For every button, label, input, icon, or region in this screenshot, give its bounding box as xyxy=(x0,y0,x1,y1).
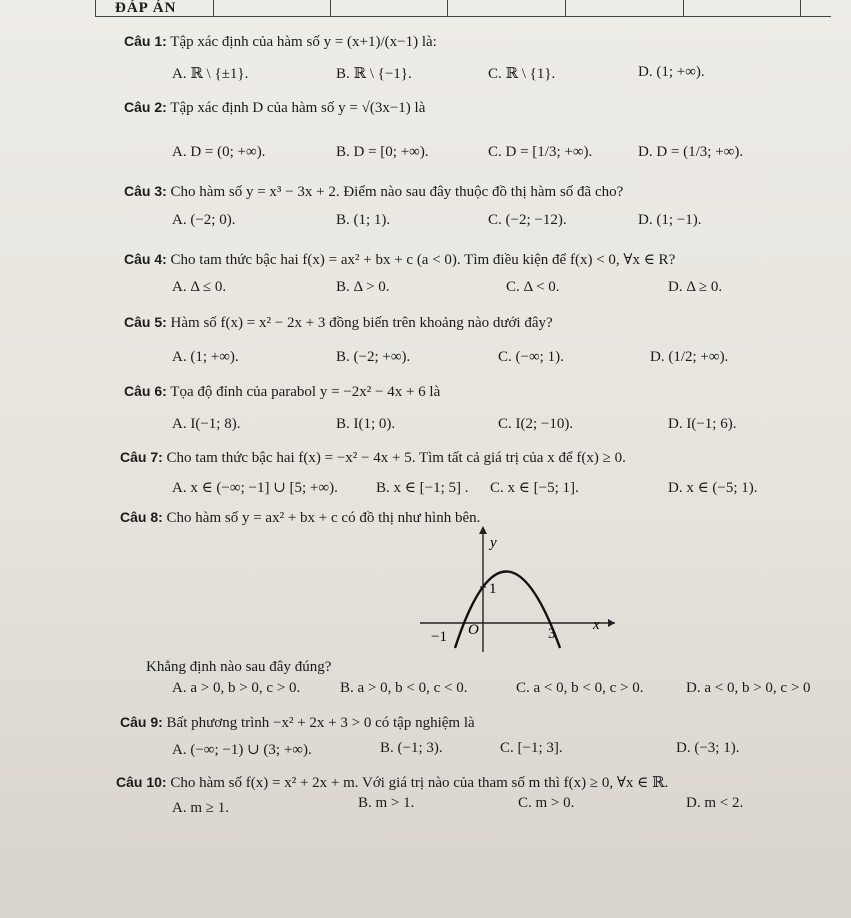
q4-option-c[interactable]: C. Δ < 0. xyxy=(506,279,560,295)
q1-option-d[interactable]: D. (1; +∞). xyxy=(638,64,705,80)
q8-option-a[interactable]: A. a > 0, b > 0, c > 0. xyxy=(172,680,301,696)
q4-option-a[interactable]: A. Δ ≤ 0. xyxy=(172,279,227,295)
header-divider xyxy=(330,0,331,17)
q2-option-b[interactable]: B. D = [0; +∞). xyxy=(336,144,429,160)
q3-option-c[interactable]: C. (−2; −12). xyxy=(488,212,567,228)
y-axis-arrow-icon xyxy=(479,526,487,534)
q8-option-d[interactable]: D. a < 0, b > 0, c > 0 xyxy=(686,680,811,696)
q9-option-a[interactable]: A. (−∞; −1) ∪ (3; +∞). xyxy=(172,742,312,758)
question-3: Câu 3: Cho hàm số y = x³ − 3x + 2. Điểm nào sau đây thuộc đồ thị hàm số đã cho? xyxy=(124,183,624,200)
q9-option-d[interactable]: D. (−3; 1). xyxy=(676,740,740,756)
q7-option-c[interactable]: C. x ∈ [−5; 1]. xyxy=(490,480,579,496)
parabol-graph xyxy=(410,520,625,655)
header-rule xyxy=(95,16,831,17)
question-1: Câu 1: Tập xác định của hàm số y = (x+1)/(x−1) là: xyxy=(124,33,437,50)
q2-option-d[interactable]: D. D = (1/3; +∞). xyxy=(638,144,744,160)
q10-option-d[interactable]: D. m < 2. xyxy=(686,795,744,811)
header-divider xyxy=(213,0,214,17)
q3-option-b[interactable]: B. (1; 1). xyxy=(336,212,391,228)
x-tick-label-3: 3 xyxy=(548,626,556,642)
x-tick-label-minus1: −1 xyxy=(431,629,447,645)
q2-option-c[interactable]: C. D = [1/3; +∞). xyxy=(488,144,593,160)
q7-option-b[interactable]: B. x ∈ [−1; 5] . xyxy=(376,480,469,496)
x-axis-label: x xyxy=(593,617,600,633)
q9-option-c[interactable]: C. [−1; 3]. xyxy=(500,740,563,756)
q3-option-d[interactable]: D. (1; −1). xyxy=(638,212,702,228)
q4-option-b[interactable]: B. Δ > 0. xyxy=(336,279,390,295)
header-divider xyxy=(447,0,448,17)
q8-option-c[interactable]: C. a < 0, b < 0, c > 0. xyxy=(516,680,644,696)
question-2: Câu 2: Tập xác định D của hàm số y = √(3x−1) là xyxy=(124,99,426,116)
q6-option-c[interactable]: C. I(2; −10). xyxy=(498,416,574,432)
q5-option-d[interactable]: D. (1/2; +∞). xyxy=(650,349,729,365)
question-6: Câu 6: Tọa độ đỉnh của parabol y = −2x² − 4x + 6 là xyxy=(124,383,441,400)
question-5: Câu 5: Hàm số f(x) = x² − 2x + 3 đồng biến trên khoảng nào dưới đây? xyxy=(124,314,553,331)
header-divider xyxy=(565,0,566,17)
q5-option-b[interactable]: B. (−2; +∞). xyxy=(336,349,411,365)
q5-option-c[interactable]: C. (−∞; 1). xyxy=(498,349,564,365)
q5-option-a[interactable]: A. (1; +∞). xyxy=(172,349,239,365)
q1-option-a[interactable]: A. ℝ \ {±1}. xyxy=(172,66,249,82)
origin-label: O xyxy=(468,622,479,638)
header-divider xyxy=(683,0,684,17)
q1-option-c[interactable]: C. ℝ \ {1}. xyxy=(488,66,556,82)
q7-option-d[interactable]: D. x ∈ (−5; 1). xyxy=(668,480,758,496)
x-axis-arrow-icon xyxy=(608,619,615,627)
q6-option-a[interactable]: A. I(−1; 8). xyxy=(172,416,241,432)
q4-option-d[interactable]: D. Δ ≥ 0. xyxy=(668,279,723,295)
question-7: Câu 7: Cho tam thức bậc hai f(x) = −x² − 4x + 5. Tìm tất cả giá trị của x để f(x) ≥ 0. xyxy=(120,449,626,466)
q7-option-a[interactable]: A. x ∈ (−∞; −1] ∪ [5; +∞). xyxy=(172,480,338,496)
question-9: Câu 9: Bất phương trình −x² + 2x + 3 > 0 có tập nghiệm là xyxy=(120,714,475,731)
y-axis-label: y xyxy=(490,535,497,551)
header-divider xyxy=(95,0,96,17)
page-title: ĐÁP ÁN xyxy=(115,0,177,16)
q3-option-a[interactable]: A. (−2; 0). xyxy=(172,212,236,228)
question-4: Câu 4: Cho tam thức bậc hai f(x) = ax² + bx + c (a < 0). Tìm điều kiện để f(x) < 0, ∀x ∈ R? xyxy=(124,251,676,268)
y-tick-label-1: 1 xyxy=(489,581,497,597)
q6-option-b[interactable]: B. I(1; 0). xyxy=(336,416,396,432)
header-divider xyxy=(800,0,801,17)
q1-option-b[interactable]: B. ℝ \ {−1}. xyxy=(336,66,412,82)
question-10: Câu 10: Cho hàm số f(x) = x² + 2x + m. Với giá trị nào của tham số m thì f(x) ≥ 0, ∀x ∈ ℝ. xyxy=(116,774,669,791)
question-8-prompt: Khẳng định nào sau đây đúng? xyxy=(146,659,332,675)
q2-option-a[interactable]: A. D = (0; +∞). xyxy=(172,144,266,160)
q8-option-b[interactable]: B. a > 0, b < 0, c < 0. xyxy=(340,680,468,696)
question-8: Câu 8: Cho hàm số y = ax² + bx + c có đồ thị như hình bên. xyxy=(120,509,481,526)
q10-option-b[interactable]: B. m > 1. xyxy=(358,795,415,811)
q6-option-d[interactable]: D. I(−1; 6). xyxy=(668,416,737,432)
q9-option-b[interactable]: B. (−1; 3). xyxy=(380,740,443,756)
q10-option-a[interactable]: A. m ≥ 1. xyxy=(172,800,229,816)
q10-option-c[interactable]: C. m > 0. xyxy=(518,795,575,811)
